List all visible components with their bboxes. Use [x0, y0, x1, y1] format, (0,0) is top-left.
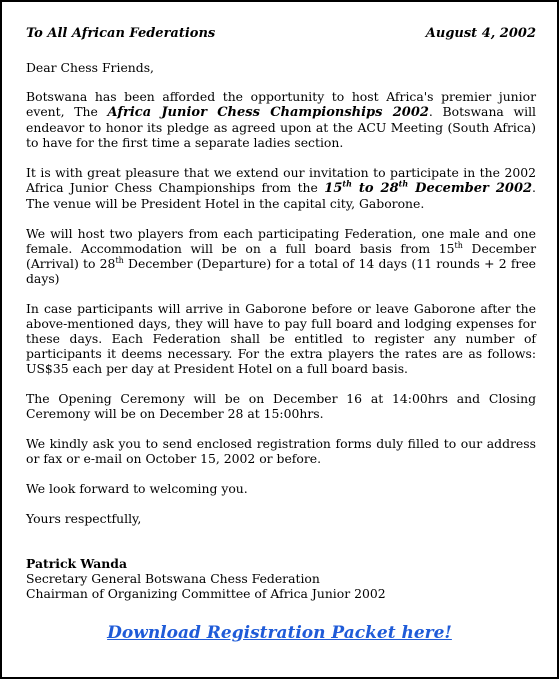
paragraph-ceremonies: The Opening Ceremony will be on December 16 at 14:00hrs and Closing Ceremony will be on December 28 at 15:00hrs.	[26, 391, 536, 421]
paragraph-extra-days: In case participants will arrive in Gaborone before or leave Gaborone after the above-mentioned days, they will have to pay full board and lodging expenses for these days. Each Federation shall be entitled to register any number of participants it deems necessary. For the extra players the rates are as follows: US$35 each per day at President Hotel on a full board basis.	[26, 301, 536, 376]
paragraph-accommodation	[26, 226, 536, 286]
paragraph-accommodation-text-c: December (Departure) for a total of 14 days (11 rounds + 2 free days)	[26, 256, 537, 286]
event-name: Africa Junior Chess Championships 2002	[107, 105, 429, 120]
letter-date: August 4, 2002	[425, 26, 536, 41]
arrival-day-suffix: th	[454, 240, 463, 250]
letter-body	[26, 26, 536, 601]
event-dates	[324, 178, 533, 196]
salutation: Dear Chess Friends,	[26, 60, 154, 75]
paragraph-host	[26, 89, 536, 150]
download-registration-link[interactable]: Download Registration Packet here!	[107, 623, 452, 643]
closing-line: Yours respectfully,	[26, 511, 142, 526]
end-day-suffix: th	[398, 178, 409, 189]
signatory-name: Patrick Wanda	[26, 556, 127, 571]
signatory-title-1: Secretary General Botswana Chess Federation	[26, 571, 320, 586]
end-date: December 2002	[408, 181, 533, 196]
paragraph-invitation-text-b: . The venue will be President Hotel in the capital city, Gaborone.	[26, 180, 536, 211]
paragraph-welcome: We look forward to welcoming you.	[26, 481, 248, 496]
paragraph-invitation-text-a: It is with great pleasure that we extend our invitation to participate in the 2002 Africa Junior Chess Championships from the	[26, 165, 536, 195]
signature-block	[26, 556, 536, 601]
paragraph-host-text-b: . Botswana will endeavor to honor its pledge as agreed upon at the ACU Meeting (South Africa) to have for the first time a separate ladies section.	[26, 104, 536, 150]
date-range-middle: to 28	[351, 181, 399, 196]
paragraph-registration: We kindly ask you to send enclosed registration forms duly filled to our address or fax or e-mail on October 15, 2002 or before.	[26, 436, 536, 466]
paragraph-accommodation-text-a: We will host two players from each participating Federation, one male and one female. Accommodation will be on a full board basis from 15	[26, 226, 536, 256]
signatory-title-2: Chairman of Organizing Committee of Africa Junior 2002	[26, 586, 386, 601]
paragraph-accommodation-text-b: December (Arrival) to 28	[26, 241, 536, 271]
start-day-suffix: th	[342, 178, 352, 189]
letter-header	[26, 26, 536, 41]
departure-day-suffix: th	[115, 255, 124, 265]
paragraph-invitation	[26, 165, 536, 211]
recipient-line: To All African Federations	[26, 26, 216, 41]
start-day: 15	[324, 181, 343, 196]
paragraph-host-text-a: Botswana has been afforded the opportunity to host Africa's premier junior event, The	[26, 89, 536, 119]
